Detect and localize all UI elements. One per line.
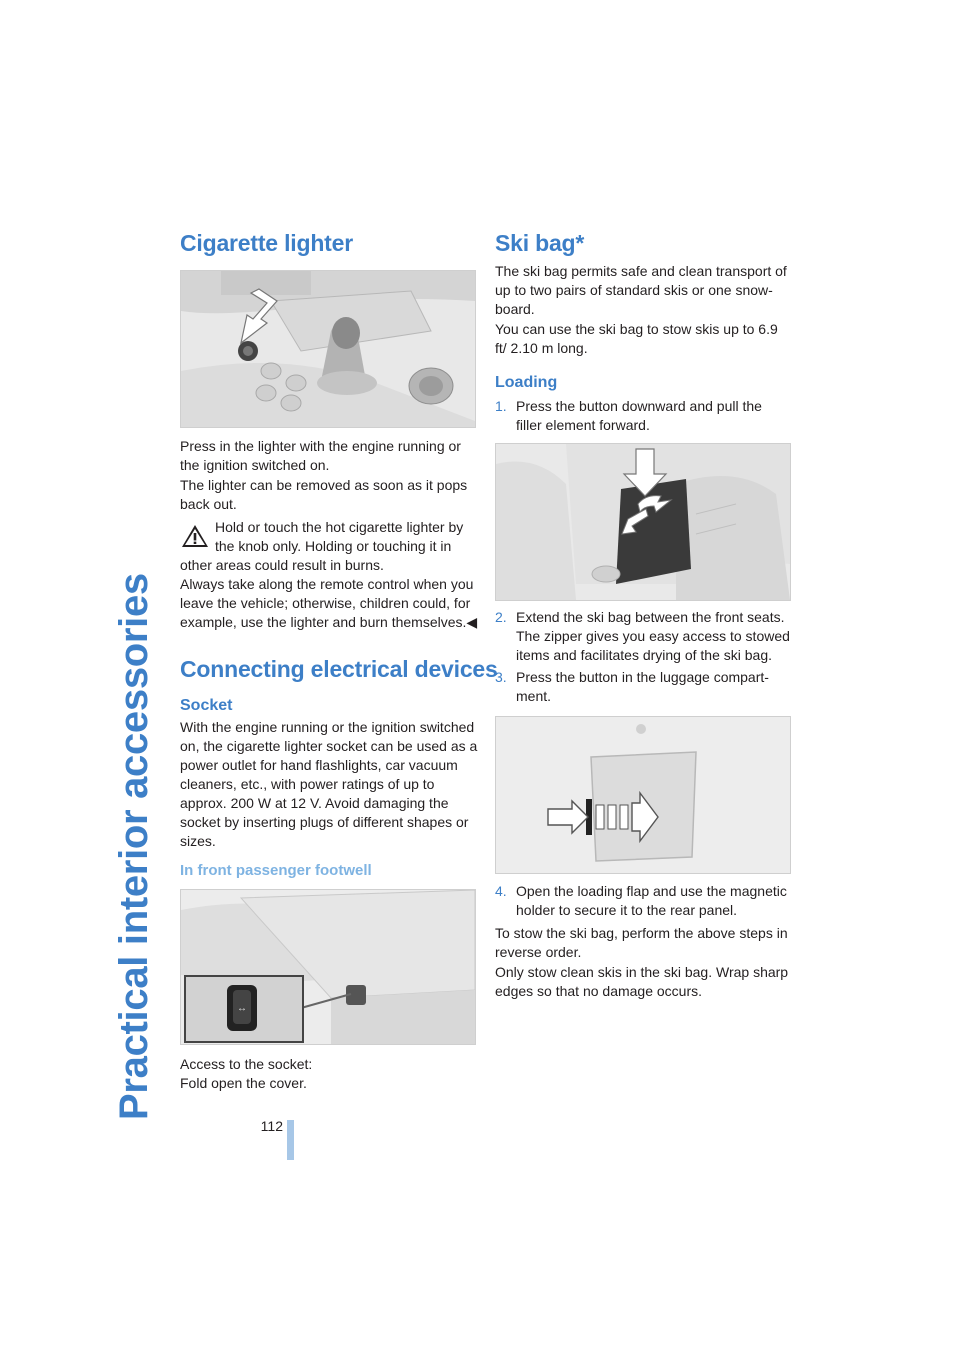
ski-bag-heading: Ski bag*: [495, 230, 585, 256]
page-number: 112: [260, 1118, 283, 1134]
step-number: 4.: [495, 883, 507, 899]
socket-text: With the engine running or the ignition switched on, the cigarette lighter socket can be used as a power outlet for hand flashlights, car vacuum cleaners, etc., with power ratings of up to approx. 200 W at 12 V. Avoid damaging the socket by inserting plugs of different shapes or sizes.: [180, 719, 478, 849]
warning-line-4: Always take along the remote control when you: [180, 576, 474, 592]
svg-text:↔: ↔: [237, 1003, 247, 1014]
step-number: 2.: [495, 609, 507, 625]
step-text: Press the button in the luggage compart-ment.: [516, 669, 769, 704]
warning-line-2: the knob only. Holding or touching it in: [215, 538, 452, 554]
cigarette-p2: The lighter can be removed as soon as it pops back out.: [180, 477, 468, 512]
page-margin-bar: [287, 1120, 294, 1160]
sidebar-title-text: Practical interior accessories: [112, 573, 156, 1120]
access-line-1: Access to the socket:: [180, 1056, 313, 1072]
luggage-button-image: [495, 716, 791, 874]
step-text: Extend the ski bag between the front seats. The zipper gives you easy access to stowed items and facilitates drying of the ski bag.: [516, 609, 790, 663]
footwell-socket-image: [180, 889, 476, 1045]
sidebar-chapter-title: [112, 20, 156, 1120]
ski-bag-intro: The ski bag permits safe and clean transport of up to two pairs of standard skis or one snow-board.: [495, 263, 787, 317]
image-code: [464, 371, 472, 423]
image-code: [464, 988, 472, 1040]
clean-text: Only stow clean skis in the ski bag. Wrap sharp edges so that no damage occurs.: [495, 964, 789, 999]
warning-line-6: example, use the lighter and burn themselves.◀: [180, 614, 478, 630]
ski-bag-length: You can use the ski bag to stow skis up to 6.9 ft/ 2.10 m long.: [495, 321, 778, 356]
footwell-heading: In front passenger footwell: [180, 862, 372, 879]
warning-line-1: Hold or touch the hot cigarette lighter by: [215, 519, 464, 535]
image-code: [779, 544, 787, 596]
step-number: 1.: [495, 398, 507, 414]
step-text: Press the button downward and pull the filler element forward.: [516, 398, 762, 433]
image-code: [779, 817, 787, 869]
electrical-devices-heading: Connecting electrical devices: [180, 656, 498, 682]
warning-line-3: other areas could result in burns.: [180, 557, 384, 573]
cigarette-p1: Press in the lighter with the engine running or the ignition switched on.: [180, 438, 461, 473]
step-text: Open the loading flap and use the magnetic holder to secure it to the rear panel.: [516, 883, 787, 918]
ski-bag-filler-image: [495, 443, 791, 601]
step-number: 3.: [495, 669, 507, 685]
cigarette-lighter-image: [180, 270, 476, 428]
loading-heading: Loading: [495, 374, 558, 391]
cigarette-lighter-heading: Cigarette lighter: [180, 230, 353, 256]
warning-line-5: leave the vehicle; otherwise, children could, for: [180, 595, 471, 611]
socket-heading: Socket: [180, 697, 233, 714]
stow-text: To stow the ski bag, perform the above steps in reverse order.: [495, 925, 788, 960]
access-line-2: Fold open the cover.: [180, 1075, 307, 1091]
warning-icon: [181, 524, 209, 548]
